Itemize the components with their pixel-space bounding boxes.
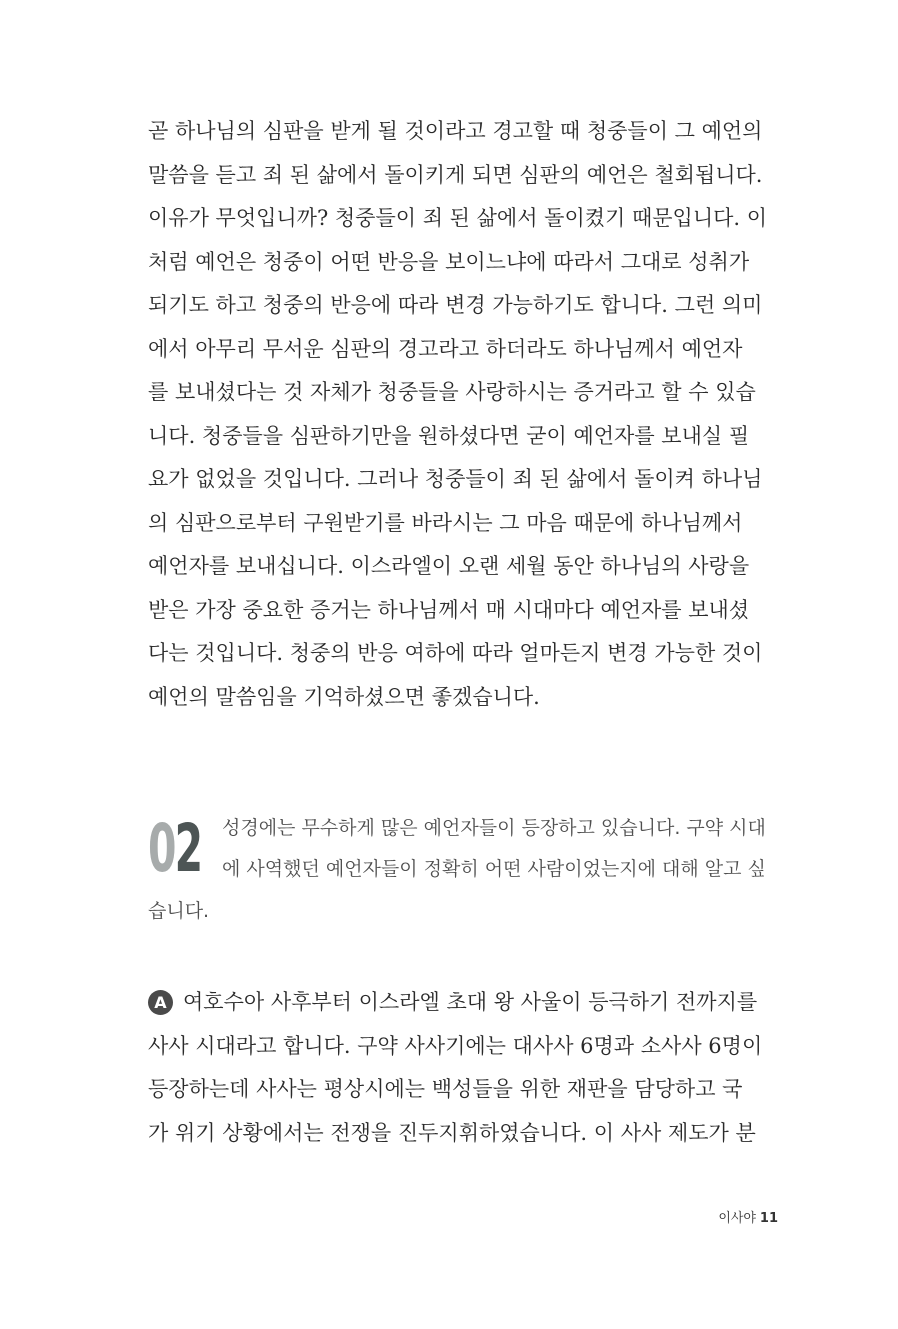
text-line: 다는 것입니다. 청중의 반응 여하에 따라 얼마든지 변경 가능한 것이 — [148, 641, 763, 665]
text-line: 사사 시대라고 합니다. 구약 사사기에는 대사사 6명과 소사사 6명이 — [148, 1034, 763, 1058]
running-footer-chapter: 이사야 — [718, 1211, 756, 1226]
question-line: 성경에는 무수하게 많은 예언자들이 등장하고 있습니다. 구약 시대 — [222, 817, 766, 839]
text-line: 곧 하나님의 심판을 받게 될 것이라고 경고할 때 청중들이 그 예언의 — [148, 119, 763, 143]
text-line: 말씀을 듣고 죄 된 삶에서 돌이키게 되면 심판의 예언은 철회됩니다. — [148, 163, 763, 187]
text-line: 의 심판으로부터 구원받기를 바라시는 그 마음 때문에 하나님께서 — [148, 511, 743, 535]
text-line: 여호수아 사후부터 이스라엘 초대 왕 사울이 등극하기 전까지를 — [183, 990, 758, 1014]
page-footer — [0, 1209, 898, 1229]
text-line: 처럼 예언은 청중이 어떤 반응을 보이느냐에 따라서 그대로 성취가 — [148, 250, 750, 274]
text-line: 되기도 하고 청중의 반응에 따라 변경 가능하기도 합니다. 그런 의미 — [148, 293, 763, 317]
question-line: 에 사역했던 예언자들이 정확히 어떤 사람이었는지에 대해 알고 싶 — [222, 858, 766, 880]
question-number-tens: 0 — [148, 810, 175, 887]
text-line: 예언의 말씀임을 기억하셨으면 좋겠습니다. — [148, 685, 540, 709]
text-line: 등장하는데 사사는 평상시에는 백성들을 위한 재판을 담당하고 국 — [148, 1077, 743, 1101]
answer-badge: A — [148, 990, 173, 1015]
question-line: 습니다. — [148, 900, 210, 922]
text-line: 이유가 무엇입니까? 청중들이 죄 된 삶에서 돌이켰기 때문입니다. 이 — [148, 206, 768, 230]
text-line: 를 보내셨다는 것 자체가 청중들을 사랑하시는 증거라고 할 수 있습 — [148, 380, 756, 404]
text-line: 가 위기 상황에서는 전쟁을 진두지휘하였습니다. 이 사사 제도가 분 — [148, 1121, 756, 1145]
text-line: 에서 아무리 무서운 심판의 경고라고 하더라도 하나님께서 예언자 — [148, 337, 743, 361]
text-line: 받은 가장 중요한 증거는 하나님께서 매 시대마다 예언자를 보내셨 — [148, 598, 750, 622]
page-number: 11 — [759, 1211, 778, 1226]
text-line: 니다. 청중들을 심판하기만을 원하셨다면 굳이 예언자를 보내실 필 — [148, 424, 750, 448]
text-line: 요가 없었을 것입니다. 그러나 청중들이 죄 된 삶에서 돌이켜 하나님 — [148, 467, 763, 491]
text-line: 예언자를 보내십니다. 이스라엘이 오랜 세월 동안 하나님의 사랑을 — [148, 554, 750, 578]
question-number-ones: 2 — [174, 810, 202, 887]
question-number — [148, 812, 201, 886]
